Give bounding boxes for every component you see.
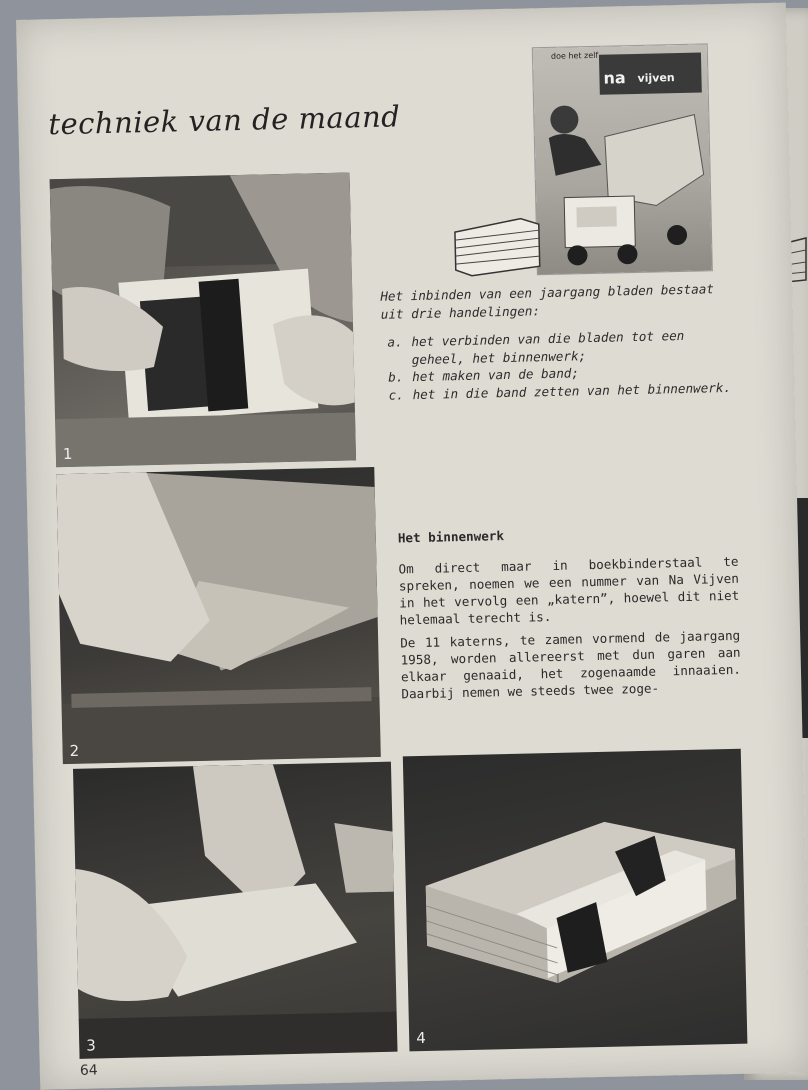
cover-brand-vijven: vijven — [637, 71, 675, 85]
photo-1-number: 1 — [62, 444, 73, 464]
photo-4 — [403, 749, 748, 1052]
photo-2 — [56, 467, 380, 764]
stack-sketch-icon — [450, 200, 542, 278]
page-title: techniek van de maand — [47, 99, 401, 142]
cover-brand-na: na — [603, 68, 626, 88]
intro-block — [380, 280, 735, 404]
list-text: het in die band zetten van het binnenwerk. — [412, 379, 732, 402]
intro-lead: Het inbinden van een jaargang bladen bestaat uit drie handelingen: — [380, 281, 715, 322]
photo-2-illustration — [56, 467, 380, 764]
article-body — [398, 522, 742, 709]
list-text: het maken van de band; — [412, 365, 580, 385]
photo-3 — [73, 762, 397, 1059]
photo-2-number: 2 — [69, 741, 80, 760]
photo-1 — [50, 172, 356, 467]
paragraph: De 11 katerns, te zamen vormend de jaargang 1958, worden allereerst met dun garen aan elkaar genaaid, het zogenaamde innaaien. Daarbij nemen we steeds twee zoge- — [400, 627, 742, 702]
photo-3-number: 3 — [86, 1036, 97, 1055]
page-number: 64 — [79, 1062, 98, 1079]
list-marker: a. — [387, 334, 403, 350]
paragraph: Om direct maar in boekbinderstaal te spreken, noemen we een nummer van Na Vijven in het vervolg een „katern”, hoewel dit niet helemaal terecht is. — [398, 553, 740, 628]
photo-4-illustration — [403, 749, 748, 1052]
photo-1-illustration — [50, 172, 356, 467]
magazine-page — [16, 3, 808, 1090]
steps-list — [381, 326, 734, 404]
magazine-cover-image — [533, 44, 712, 274]
list-marker: b. — [388, 369, 404, 385]
section-heading: Het binnenwerk — [397, 528, 505, 546]
photo-3-illustration — [73, 762, 397, 1059]
cover-tagline: doe het zelf — [550, 50, 599, 61]
list-text: het verbinden van die bladen tot een geheel, het binnenwerk; — [411, 327, 685, 367]
list-marker: c. — [388, 386, 404, 403]
photo-4-number: 4 — [415, 1028, 426, 1048]
cover-illustration — [533, 44, 712, 274]
